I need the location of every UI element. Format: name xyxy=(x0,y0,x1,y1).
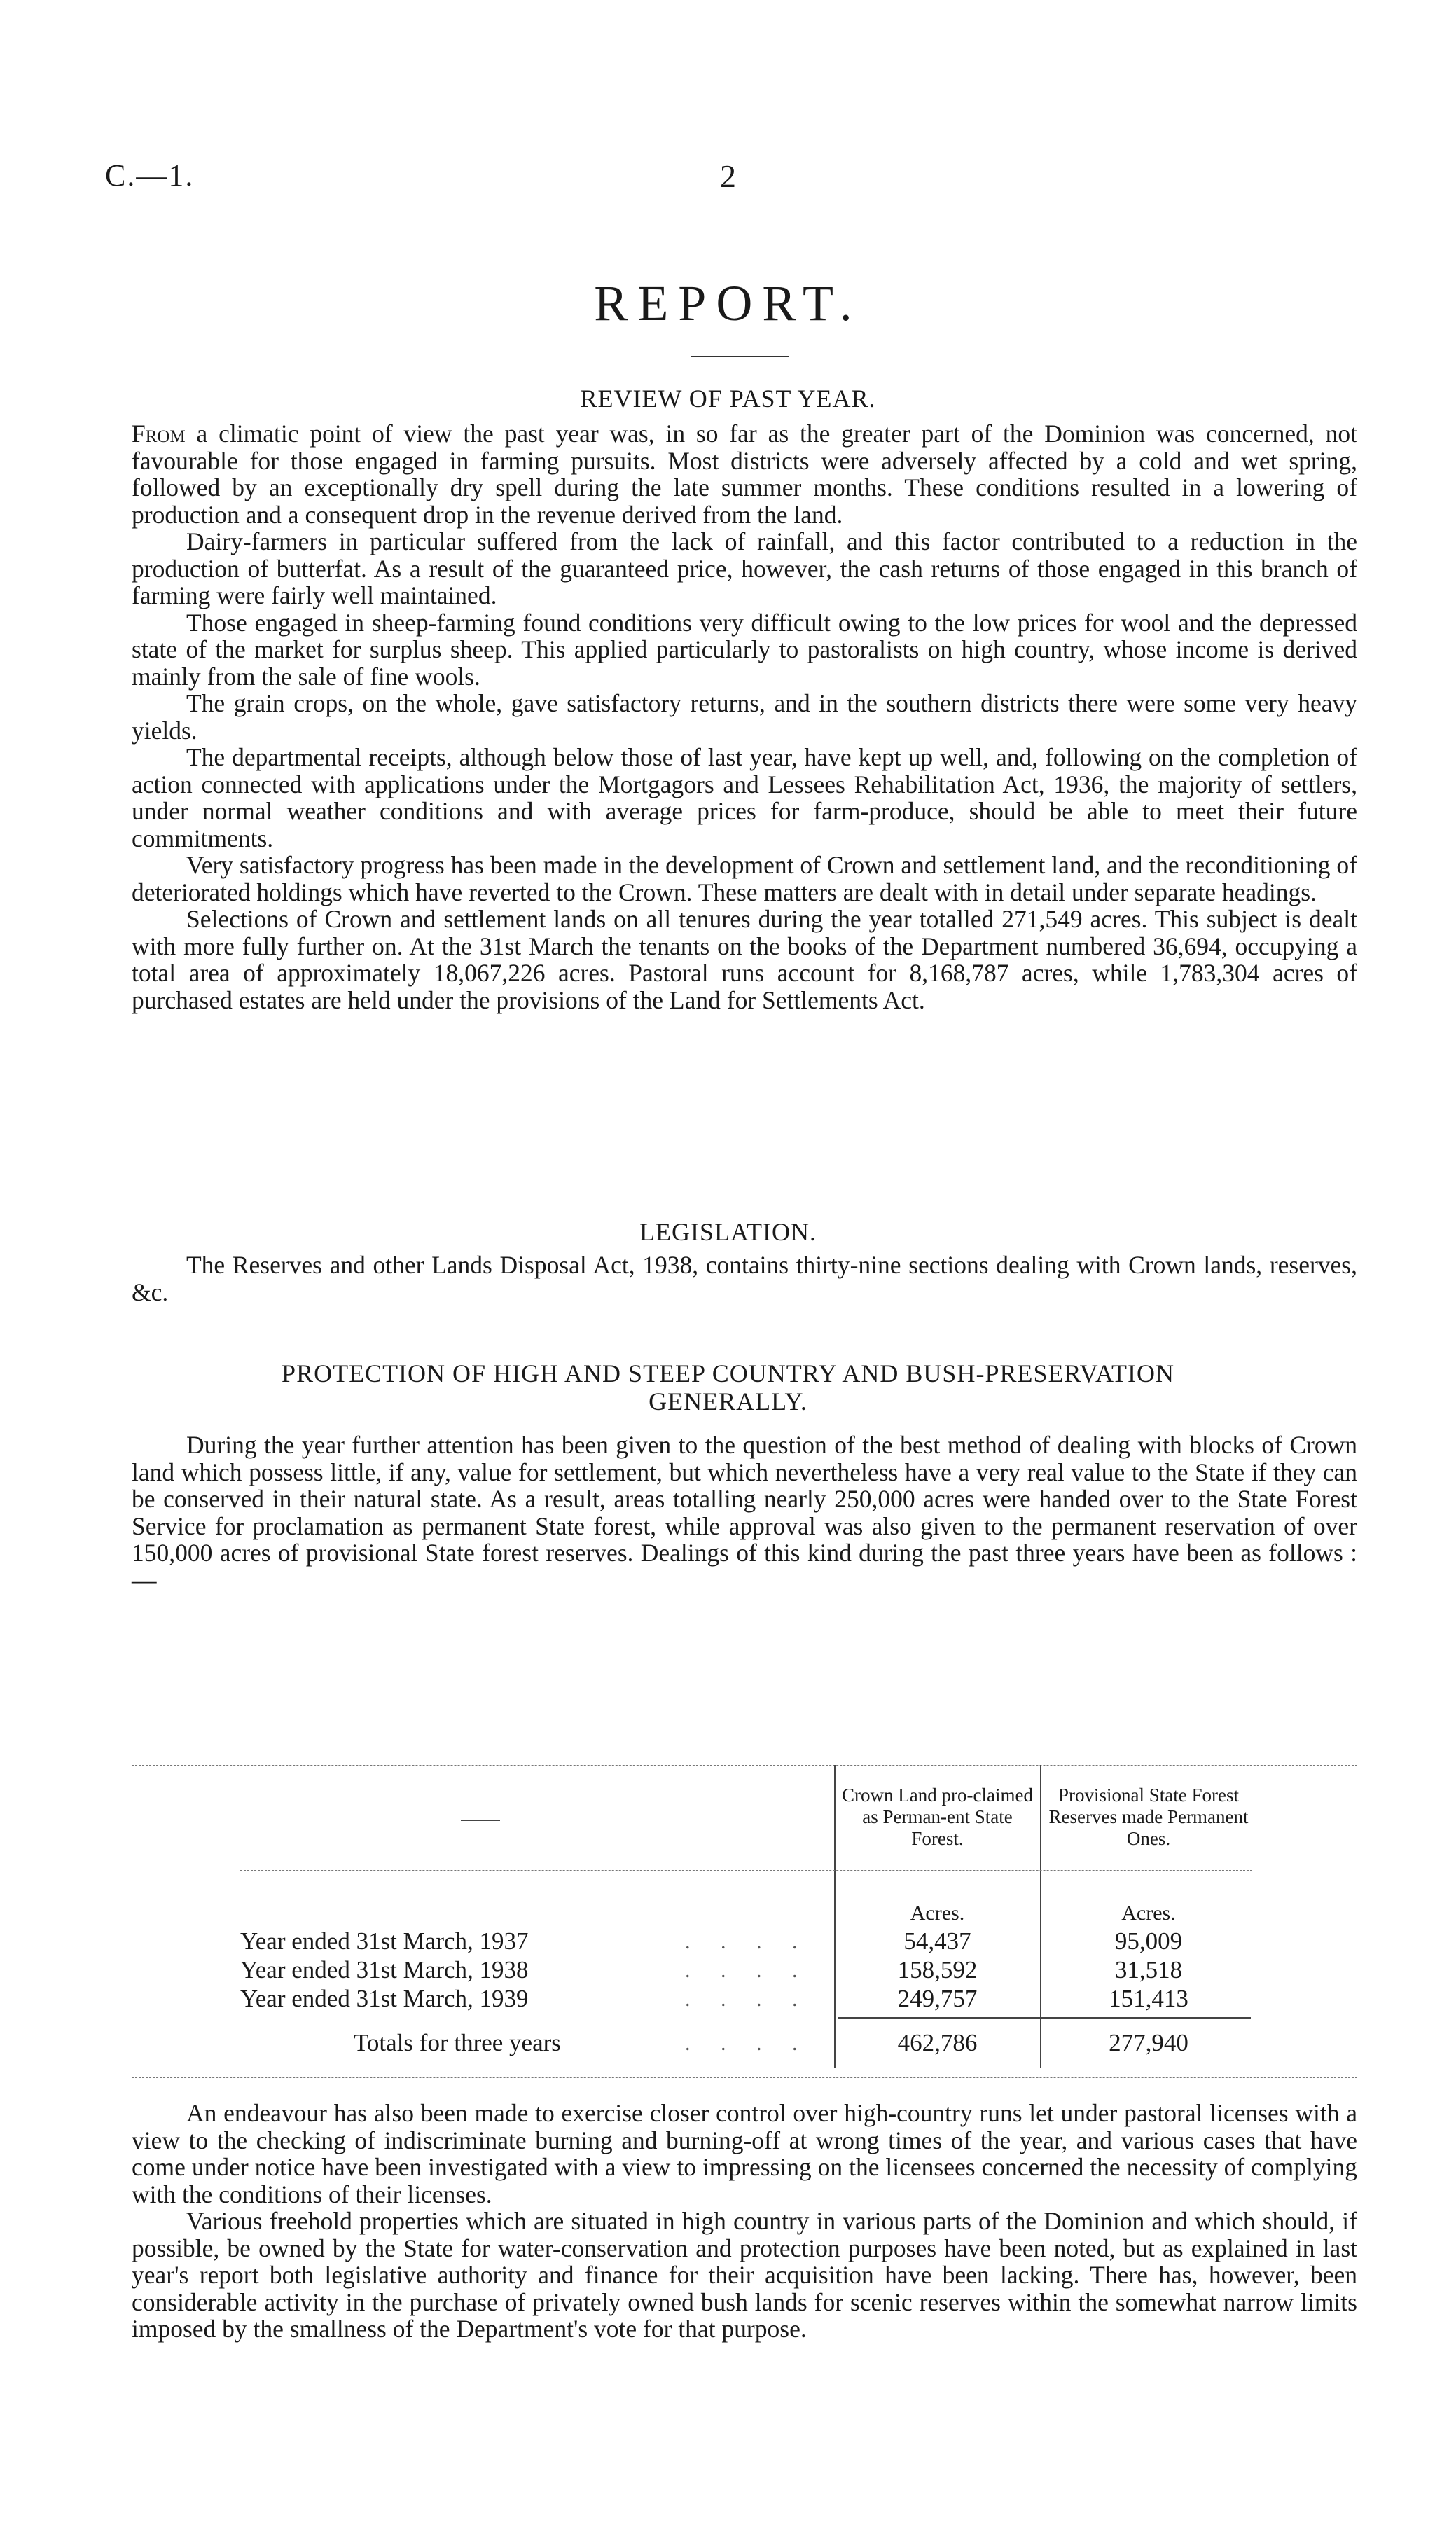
page-title: REPORT. xyxy=(594,275,862,331)
protection-paragraph-2: An endeavour has also been made to exercise closer control over high-country runs let under pastoral licenses with a view to the checking of indiscriminate burning and burning-off at wrong times of the year, and various cases that have come under notice have been investigated with a view to impressing on the licensees concerned the necessity of complying with the conditions of their licenses. xyxy=(132,2099,1357,2208)
cell-1939-provisional: 151,413 xyxy=(1109,1985,1188,2012)
protection-paragraph-3: Various freehold properties which are situated in high country in various parts of the Dominion and which should, if possible, be owned by the State for water-conservation and protection purposes have been noted, but as explained in last year's report both legislative authority and finance for their acquisition have been lacking. There has, however, been considerable activity in the purchase of privately owned bush lands for scenic reserves within the somewhat narrow limits imposed by the smallness of the Department's vote for that purpose. xyxy=(132,2207,1357,2343)
row-label-1937: Year ended 31st March, 1937 xyxy=(240,1927,529,1955)
cell-1939-crown: 249,757 xyxy=(897,1985,978,2012)
review-paragraph-3: Those engaged in sheep-farming found conditions very difficult owing to the low prices for wool and the depressed state of the market for surplus sheep. This applied particularly to pastoralists on high country, whose income is derived mainly from the sale of fine wools. xyxy=(132,608,1357,691)
unit-col-1: Acres. xyxy=(910,1902,965,1925)
title-rule xyxy=(691,356,789,357)
review-paragraph-6: Very satisfactory progress has been made in the development of Crown and settlement land, and the reconditioning of deteriorated holdings which have reverted to the Crown. These matters are dealt with in detail under separate headings. xyxy=(132,851,1357,906)
cell-total-provisional: 277,940 xyxy=(1109,2029,1188,2056)
heading-review: REVIEW OF PAST YEAR. xyxy=(580,385,876,413)
leader-dots-1938: . . . . xyxy=(685,1959,810,1982)
col-head-crown-land: Crown Land pro-claimed as Perman-ent State Forest. xyxy=(842,1785,1033,1849)
review-paragraph-5: The departmental receipts, although below those of last year, have kept up well, and, following on the completion of action connected with applications under the Mortgagors and Lessees Rehabilitation Act, 1936, the majority of settlers, under normal weather conditions and with average prices for farm-produce, should be able to meet their future commitments. xyxy=(132,743,1357,852)
forest-dealings-table xyxy=(132,1765,1357,2031)
totals-col-divider-1 xyxy=(834,2016,836,2068)
heading-protection-line-2: GENERALLY. xyxy=(649,1387,807,1415)
legislation-paragraph-1: The Reserves and other Lands Disposal Act, 1938, contains thirty-nine sections dealing with Crown lands, reserves, &c. xyxy=(132,1251,1357,1306)
row-label-1938: Year ended 31st March, 1938 xyxy=(240,1956,529,1983)
review-paragraph-7: Selections of Crown and settlement lands on all tenures during the year totalled 271,549 acres. This subject is dealt with more fully further on. At the 31st March the tenants on the books of the Department numbered 36,694, occupying a total area of approximately 18,067,226 acres. Pastoral runs account for 8,168,787 acres, while 1,783,304 acres of purchased estates are held under the provisions of the Land for Settlements Act. xyxy=(132,905,1357,1014)
stub-dash xyxy=(461,1820,500,1821)
totals-rule xyxy=(838,2017,1251,2019)
protection-section xyxy=(132,1432,1357,1593)
table-col-divider-2 xyxy=(1040,1765,1041,2017)
table-col-divider-1 xyxy=(834,1765,836,2017)
protection-paragraph-1: During the year further attention has been given to the question of the best method of dealing with blocks of Crown land which possess little, if any, value for settlement, but which nevertheless have a very real value to the State if they can be conserved in their natural state. As a result, areas totalling nearly 250,000 acres were handed over to the State Forest Service for proclamation as permanent State forest, while approval was also given to the permanent reservation of over 150,000 acres of provisional State forest reserves. Dealings of this kind during the past three years have been as follows :— xyxy=(132,1431,1357,1594)
heading-protection-line-1: PROTECTION OF HIGH AND STEEP COUNTRY AND BUSH-PRESERVATION xyxy=(282,1359,1174,1387)
leader-dots-1937: . . . . xyxy=(685,1930,810,1953)
page-number: 2 xyxy=(720,158,736,194)
totals-col-divider-2 xyxy=(1040,2016,1041,2068)
review-paragraph-4: The grain crops, on the whole, gave satisfactory returns, and in the southern districts there were some very heavy yields. xyxy=(132,689,1357,745)
heading-legislation: LEGISLATION. xyxy=(639,1218,817,1246)
totals-label: Totals for three years xyxy=(354,2029,561,2056)
lead-word: From xyxy=(132,420,186,448)
review-paragraph-2: Dairy-farmers in particular suffered from the lack of rainfall, and this factor contributed to a reduction in the production of butterfat. As a result of the guaranteed price, however, the cash returns of those engaged in this branch of farming were fairly well maintained. xyxy=(132,527,1357,609)
review-paragraph-1: From a climatic point of view the past year was, in so far as the greater part of the Dominion was concerned, not favourable for those engaged in farming pursuits. Most districts were adversely affected by a cold and wet spring, followed by an exceptionally dry spell during the late summer months. These conditions resulted in a lowering of production and a consequent drop in the revenue derived from the land. xyxy=(132,420,1357,529)
row-label-1939: Year ended 31st March, 1939 xyxy=(240,1985,529,2012)
totals-leader-dots: . . . . xyxy=(685,2032,810,2055)
review-section xyxy=(132,420,1357,1013)
leader-dots-1939: . . . . xyxy=(685,1988,810,2011)
cell-1937-provisional: 95,009 xyxy=(1114,1927,1183,1955)
protection-section-continued xyxy=(132,2100,1357,2343)
cell-1938-crown: 158,592 xyxy=(897,1956,978,1983)
legislation-section xyxy=(132,1252,1357,1306)
cell-1937-crown: 54,437 xyxy=(903,1927,971,1955)
col-head-provisional-reserves: Provisional State Forest Reserves made Permanent Ones. xyxy=(1048,1785,1249,1849)
series-label: C.—1. xyxy=(105,158,195,193)
unit-col-2: Acres. xyxy=(1121,1902,1176,1925)
table-head-rule xyxy=(240,1870,1252,1871)
table-bottom-rule xyxy=(132,2077,1357,2078)
cell-total-crown: 462,786 xyxy=(897,2029,978,2056)
cell-1938-provisional: 31,518 xyxy=(1114,1956,1183,1983)
table-top-rule xyxy=(132,1765,1357,1766)
